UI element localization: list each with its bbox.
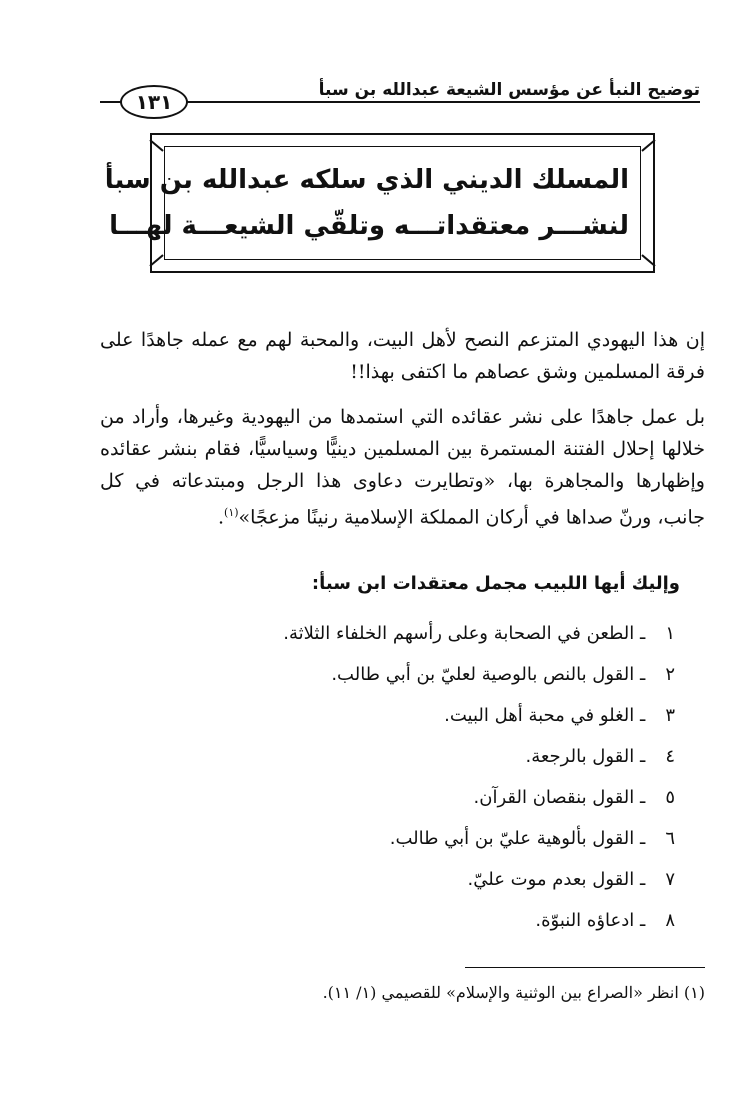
frame-corner bbox=[149, 254, 163, 266]
list-text: ـ القول بالنص بالوصية لعليّ بن أبي طالب. bbox=[331, 664, 646, 685]
list-item bbox=[100, 695, 675, 736]
list-text: ـ الطعن في الصحابة وعلى رأسهم الخلفاء الثلاثة. bbox=[283, 623, 646, 644]
list-text: ـ القول بنقصان القرآن. bbox=[473, 787, 646, 808]
list-number: ١ bbox=[665, 623, 675, 644]
beliefs-list bbox=[100, 613, 675, 941]
list-item bbox=[100, 859, 675, 900]
list-number: ٢ bbox=[665, 664, 675, 685]
page-number: ١٣١ bbox=[120, 85, 188, 119]
beliefs-intro: وإليك أيها اللبيب مجمل معتقدات ابن سبأ: bbox=[311, 573, 680, 594]
list-item bbox=[100, 654, 675, 695]
list-text: ـ القول بألوهية عليّ بن أبي طالب. bbox=[389, 828, 646, 849]
footnote: (١) انظر «الصراع بين الوثنية والإسلام» للقصيمي (١/ ١١). bbox=[322, 983, 705, 1002]
chapter-title-frame bbox=[104, 133, 655, 273]
header-rule bbox=[100, 101, 700, 103]
list-text: ـ ادعاؤه النبوّة. bbox=[535, 910, 646, 931]
list-item bbox=[100, 900, 675, 941]
footnote-rule bbox=[465, 967, 705, 968]
list-number: ٧ bbox=[665, 869, 675, 890]
chapter-title bbox=[104, 157, 629, 249]
list-item bbox=[100, 613, 675, 654]
paragraph-1: إن هذا اليهودي المتزعم النصح لأهل البيت، والمحبة لهم مع عمله جاهدًا على فرقة المسلمين وشق عصاهم ما اكتفى بهذا!! bbox=[100, 329, 705, 383]
list-number: ٥ bbox=[665, 787, 675, 808]
list-number: ٤ bbox=[665, 746, 675, 767]
list-number: ٣ bbox=[665, 705, 675, 726]
list-text: ـ الغلو في محبة أهل البيت. bbox=[444, 705, 646, 726]
paragraph-2-text: بل عمل جاهدًا على نشر عقائده التي استمدها من اليهودية وغيرها، وأراد من خلالها إحلال الفتنة المستمرة بين المسلمين دينيًّا وسياسيًّا، فقام بنشر عقائده وإظهارها والمجاهرة بها، «وتطايرت دعاوى هذا الرجل ومبتدعاته في كل جانب، ورنّ صداها في أركان المملكة الإسلامية رنينًا مزعجًا» bbox=[100, 406, 705, 529]
list-text: ـ القول بعدم موت عليّ. bbox=[467, 869, 646, 890]
list-text: ـ القول بالرجعة. bbox=[525, 746, 646, 767]
list-item bbox=[100, 777, 675, 818]
chapter-title-line-2: لنشـــر معتقداتـــه وتلقّي الشيعـــة لهـــا bbox=[109, 211, 629, 241]
list-number: ٨ bbox=[665, 910, 675, 931]
book-title: توضيح النبأ عن مؤسس الشيعة عبدالله بن سبأ bbox=[313, 80, 700, 100]
running-header bbox=[100, 70, 700, 130]
frame-corner bbox=[149, 139, 163, 151]
paragraph-2 bbox=[100, 401, 705, 533]
paragraph-2-end: . bbox=[217, 506, 225, 529]
footnote-reference[interactable]: (١) bbox=[224, 506, 239, 519]
list-item bbox=[100, 736, 675, 777]
list-item bbox=[100, 818, 675, 859]
chapter-title-line-1: المسلك الديني الذي سلكه عبدالله بن سبأ bbox=[104, 165, 629, 195]
frame-corner bbox=[641, 254, 655, 266]
frame-corner bbox=[641, 139, 655, 151]
list-number: ٦ bbox=[665, 828, 675, 849]
